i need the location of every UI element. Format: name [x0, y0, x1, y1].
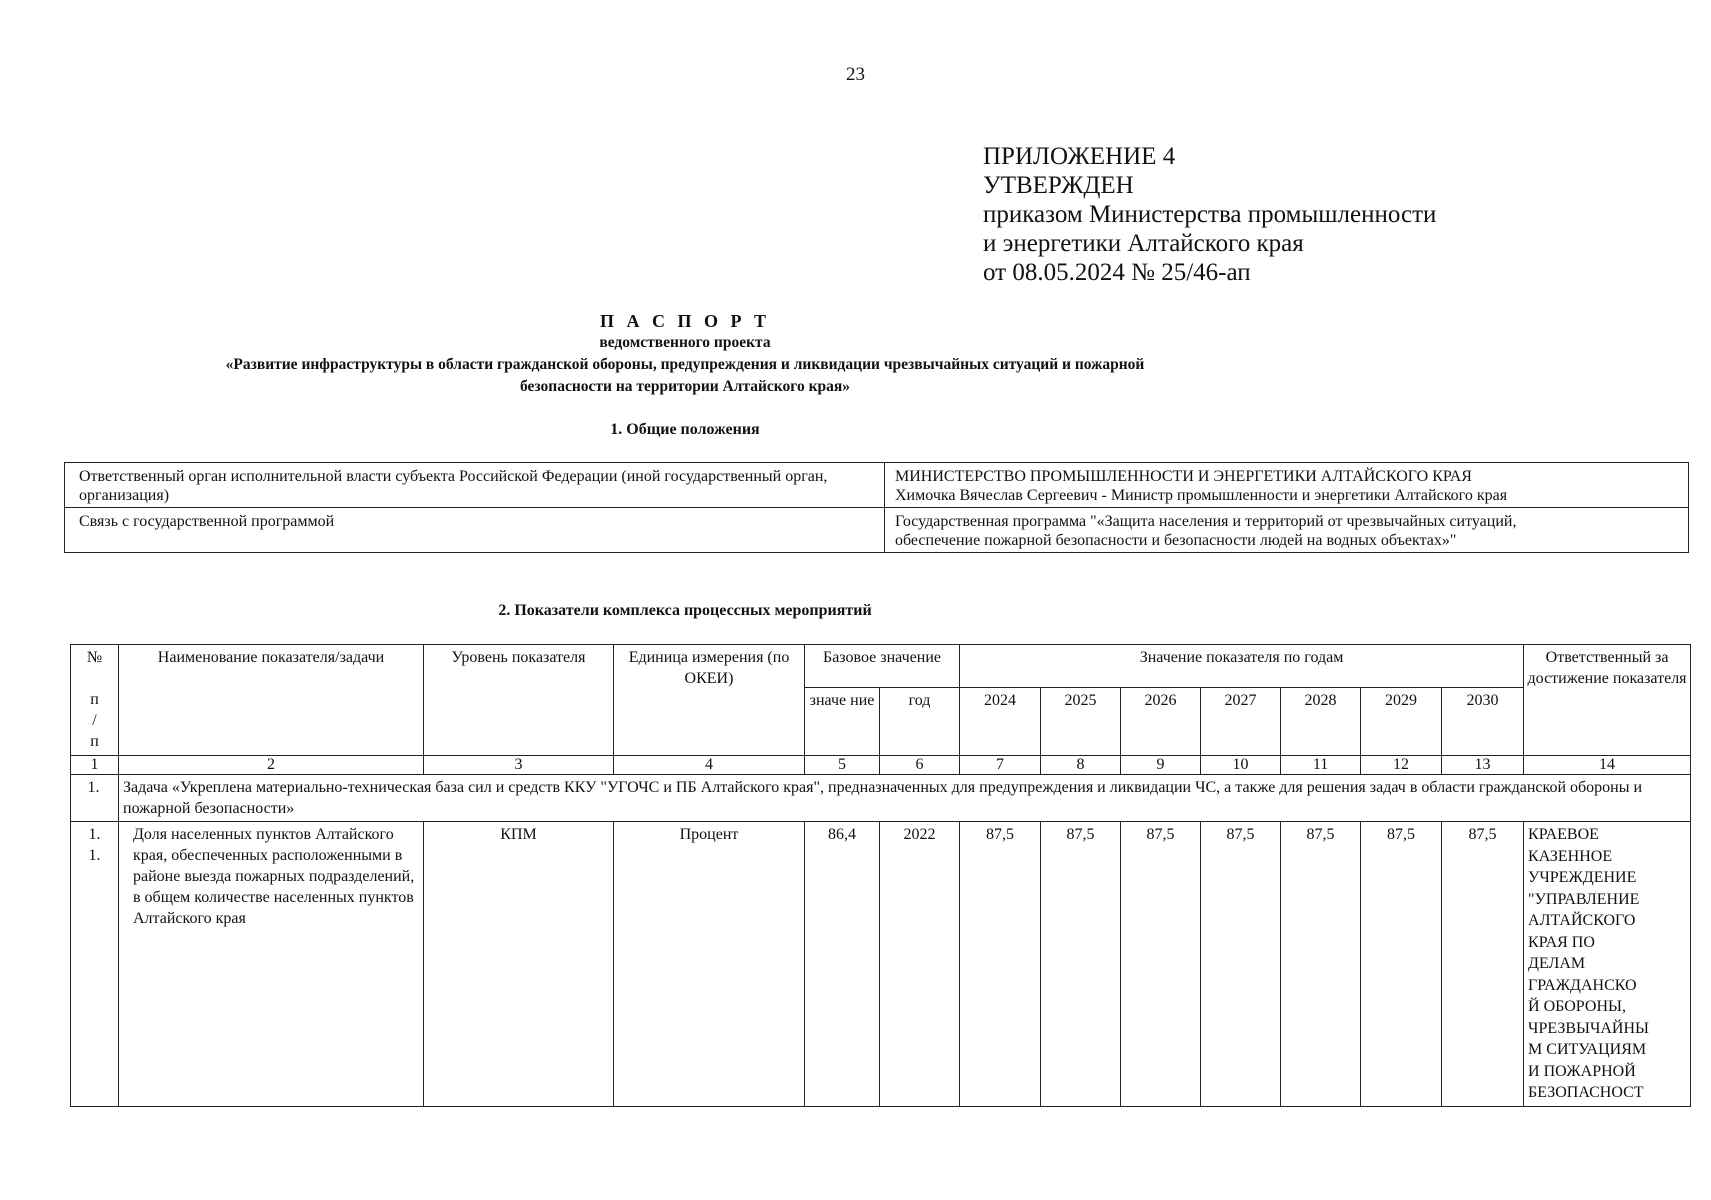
approval-block [983, 142, 1436, 287]
header-responsible: Ответственный за достижение показателя [1524, 645, 1691, 756]
project-name-line2: безопасности на территории Алтайского края» [519, 378, 851, 395]
indicator-value-2027: 87,5 [1201, 822, 1281, 1107]
column-number: 8 [1041, 756, 1121, 775]
header-number: № п / п [71, 645, 119, 756]
indicator-value-2024: 87,5 [960, 822, 1041, 1107]
column-number: 11 [1281, 756, 1361, 775]
indicator-value-2030: 87,5 [1442, 822, 1524, 1107]
column-number: 4 [614, 756, 805, 775]
responsible-line: ЧРЕЗВЫЧАЙНЫ [1528, 1019, 1649, 1037]
responsible-line: БЕЗОПАСНОСТ [1528, 1084, 1644, 1101]
header-year-2026: 2026 [1121, 688, 1201, 756]
header-indicator-name: Наименование показателя/задачи [119, 645, 424, 756]
section2-title: 2. Показатели комплекса процессных мероприятий [498, 602, 872, 619]
header-year-2028: 2028 [1281, 688, 1361, 756]
section1-title: 1. Общие положения [610, 421, 760, 438]
general-provisions-table [64, 462, 1689, 553]
indicator-base-year: 2022 [880, 822, 960, 1107]
page-number: 23 [846, 64, 865, 85]
column-number: 3 [424, 756, 614, 775]
program-name-line2: обеспечение пожарной безопасности и безопасности людей на водных объектах»" [895, 532, 1457, 549]
header-year-2024: 2024 [960, 688, 1041, 756]
table-row [65, 463, 1689, 508]
responsible-body-label: Ответственный орган исполнительной власти субъекта Российской Федерации (иной государственный орган, организация) [65, 463, 885, 508]
approval-appendix: ПРИЛОЖЕНИЕ 4 [983, 143, 1176, 170]
indicator-row [71, 822, 1691, 1107]
responsible-line: УЧРЕЖДЕНИЕ [1528, 869, 1637, 886]
indicators-table [70, 644, 1691, 1107]
header-row [71, 645, 1691, 688]
approval-order-line2: и энергетики Алтайского края [983, 230, 1304, 257]
responsible-line: КАЗЕННОЕ [1528, 847, 1613, 865]
approval-approved: УТВЕРЖДЕН [983, 172, 1134, 199]
header-unit: Единица измерения (по ОКЕИ) [614, 645, 805, 756]
task-row [71, 775, 1691, 822]
indicator-value-2025: 87,5 [1041, 822, 1121, 1107]
minister-name: Химочка Вячеслав Сергеевич - Министр промышленности и энергетики Алтайского края [895, 487, 1508, 504]
responsible-line: КРАЕВОЕ [1528, 826, 1599, 843]
column-number-row [71, 756, 1691, 775]
column-number: 9 [1121, 756, 1201, 775]
responsible-line: ГРАЖДАНСКО [1528, 976, 1637, 994]
header-year-2027: 2027 [1201, 688, 1281, 756]
passport-header [0, 310, 1370, 398]
responsible-line: Й ОБОРОНЫ, [1528, 998, 1626, 1015]
ministry-name: МИНИСТЕРСТВО ПРОМЫШЛЕННОСТИ И ЭНЕРГЕТИКИ АЛТАЙСКОГО КРАЯ [895, 468, 1472, 485]
column-number: 7 [960, 756, 1041, 775]
task-text: Задача «Укреплена материально-техническая база сил и средств ККУ "УГОЧС и ПБ Алтайского края", предназначенных для предупреждения и ликвидации ЧС, а также для решения задач в области гражданской обороны и пожарной безопасности» [119, 775, 1691, 822]
header-values-by-year: Значение показателя по годам [960, 645, 1524, 688]
program-link-label: Связь с государственной программой [65, 508, 885, 553]
table-row [65, 508, 1689, 553]
responsible-body-value [885, 463, 1689, 508]
responsible-line: ДЕЛАМ [1528, 955, 1586, 972]
program-name-line1: Государственная программа "«Защита населения и территорий от чрезвычайных ситуаций, [895, 513, 1517, 530]
program-link-value [885, 508, 1689, 553]
indicator-name: Доля населенных пунктов Алтайского края, обеспеченных расположенными в районе выезда пожарных подразделений, в общем количестве населенных пунктов Алтайского края [119, 822, 424, 1107]
indicator-value-2029: 87,5 [1361, 822, 1442, 1107]
header-base-value: Базовое значение [805, 645, 960, 688]
passport-title: П А С П О Р Т [599, 311, 770, 331]
responsible-line: КРАЯ ПО [1528, 933, 1595, 951]
column-number: 6 [880, 756, 960, 775]
column-number: 10 [1201, 756, 1281, 775]
task-number: 1. [71, 775, 119, 822]
indicator-responsible [1524, 822, 1691, 1107]
header-level: Уровень показателя [424, 645, 614, 756]
indicator-base-value: 86,4 [805, 822, 880, 1107]
header-year-2030: 2030 [1442, 688, 1524, 756]
column-number: 1 [71, 756, 119, 775]
responsible-line: АЛТАЙСКОГО [1528, 912, 1636, 929]
column-number: 2 [119, 756, 424, 775]
responsible-line: М СИТУАЦИЯМ [1528, 1041, 1647, 1058]
column-number: 14 [1524, 756, 1691, 775]
indicator-unit: Процент [614, 822, 805, 1107]
approval-order-line1: приказом Министерства промышленности [983, 201, 1437, 228]
approval-date-number: от 08.05.2024 № 25/46-ап [983, 259, 1251, 286]
responsible-line: И ПОЖАРНОЙ [1528, 1062, 1636, 1080]
column-number: 5 [805, 756, 880, 775]
column-number: 13 [1442, 756, 1524, 775]
indicator-number: 1. 1. [71, 822, 119, 1107]
indicator-value-2026: 87,5 [1121, 822, 1201, 1107]
column-number: 12 [1361, 756, 1442, 775]
passport-subtitle: ведомственного проекта [599, 334, 771, 351]
header-base-year: год [880, 688, 960, 756]
responsible-line: "УПРАВЛЕНИЕ [1528, 890, 1640, 908]
header-base-val: значе ние [805, 688, 880, 756]
indicator-level: КПМ [424, 822, 614, 1107]
header-year-2025: 2025 [1041, 688, 1121, 756]
indicator-value-2028: 87,5 [1281, 822, 1361, 1107]
header-year-2029: 2029 [1361, 688, 1442, 756]
project-name-line1: «Развитие инфраструктуры в области гражданской обороны, предупреждения и ликвидации чрезвычайных ситуаций и пожарной [225, 356, 1145, 373]
